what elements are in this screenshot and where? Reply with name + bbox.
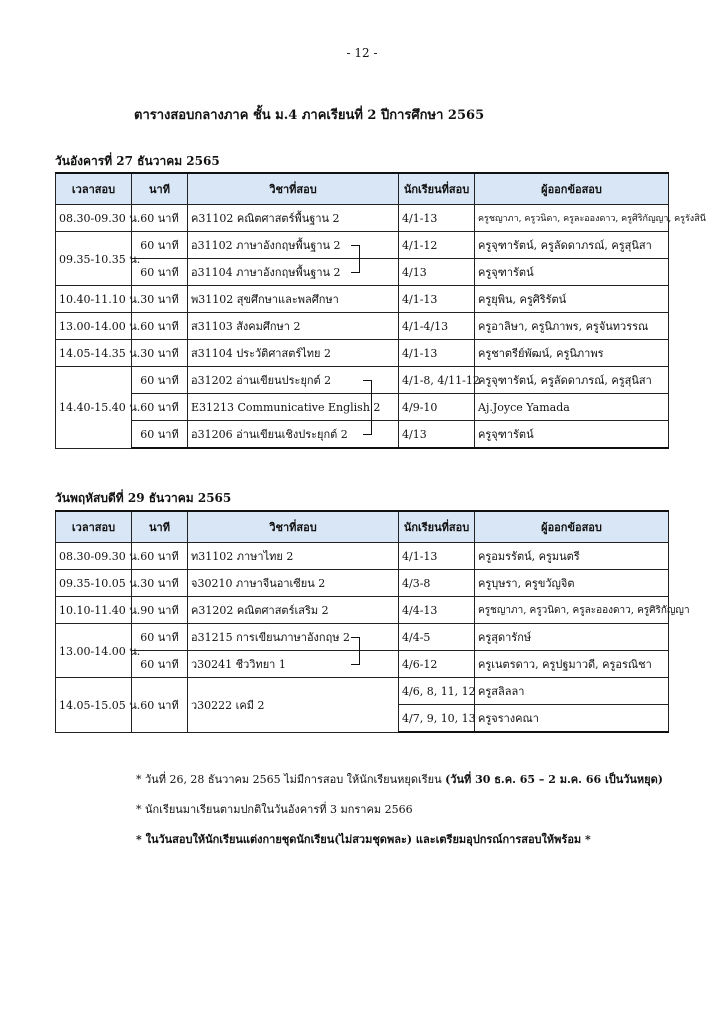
table-header-row bbox=[56, 511, 669, 543]
note-text: * วันที่ 26, 28 ธันวาคม 2565 ไม่มีการสอบ ให้นักเรียนหยุดเรียน bbox=[136, 773, 446, 786]
subject-cell bbox=[188, 624, 399, 651]
table-row bbox=[56, 394, 669, 421]
table-header-row bbox=[56, 173, 669, 205]
teachers-cell: ครูจุฑารัตน์, ครูลัดดาภรณ์, ครูสุนิสา bbox=[475, 367, 669, 394]
table-row bbox=[56, 570, 669, 597]
subject-text: อ31215 การเขียนภาษาอังกฤษ 2 bbox=[191, 631, 350, 644]
note-resume-class: * นักเรียนมาเรียนตามปกติในวันอังคารที่ 3 มกราคม 2566 bbox=[136, 803, 413, 816]
table-row bbox=[56, 597, 669, 624]
minutes-cell: 60 นาที bbox=[132, 421, 188, 449]
time-cell: 08.30-09.30 น. bbox=[56, 543, 132, 570]
minutes-cell: 60 นาที bbox=[132, 232, 188, 259]
bracket-mark bbox=[363, 394, 372, 420]
subject-cell bbox=[188, 232, 399, 259]
time-cell: 14.05-14.35 น. bbox=[56, 340, 132, 367]
note-uniform: * ในวันสอบให้นักเรียนแต่งกายชุดนักเรียน(ไม่สวมชุดพละ) และเตรียมอุปกรณ์การสอบให้พร้อม * bbox=[136, 833, 591, 846]
day1-heading: วันอังคารที่ 27 ธันวาคม 2565 bbox=[55, 154, 220, 168]
teachers-cell: ครูจุฑารัตน์ bbox=[475, 421, 669, 449]
students-cell: 4/1-13 bbox=[399, 286, 475, 313]
teachers-cell: ครูสลิลลา bbox=[475, 678, 669, 705]
table-row bbox=[56, 259, 669, 286]
subject-cell bbox=[188, 394, 399, 421]
table-row bbox=[56, 232, 669, 259]
students-cell: 4/1-13 bbox=[399, 205, 475, 232]
table-row bbox=[56, 313, 669, 340]
bracket-mark bbox=[351, 651, 360, 665]
subject-cell bbox=[188, 259, 399, 286]
subject-cell: ส31103 สังคมศึกษา 2 bbox=[188, 313, 399, 340]
subject-cell bbox=[188, 421, 399, 449]
header-teachers: ผู้ออกข้อสอบ bbox=[475, 173, 669, 205]
students-cell: 4/3-8 bbox=[399, 570, 475, 597]
students-cell: 4/6, 8, 11, 12 bbox=[399, 678, 475, 705]
minutes-cell: 90 นาที bbox=[132, 597, 188, 624]
time-cell: 13.00-14.00 น. bbox=[56, 624, 132, 678]
minutes-cell: 60 นาที bbox=[132, 205, 188, 232]
students-cell: 4/1-13 bbox=[399, 543, 475, 570]
note-holiday-text: (วันที่ 30 ธ.ค. 65 – 2 ม.ค. 66 เป็นวันหยุด) bbox=[445, 773, 663, 786]
table-row bbox=[56, 340, 669, 367]
teachers-cell: ครูยุพิน, ครูศิริรัตน์ bbox=[475, 286, 669, 313]
subject-cell bbox=[188, 651, 399, 678]
time-cell: 14.05-15.05 น. bbox=[56, 678, 132, 733]
time-cell: 10.40-11.10 น. bbox=[56, 286, 132, 313]
subject-text: E31213 Communicative English 2 bbox=[191, 400, 381, 414]
table-row bbox=[56, 421, 669, 449]
minutes-cell: 60 นาที bbox=[132, 543, 188, 570]
time-cell: 14.40-15.40 น. bbox=[56, 367, 132, 449]
teachers-cell: ครูสุดารักษ์ bbox=[475, 624, 669, 651]
subject-text: ว30241 ชีววิทยา 1 bbox=[191, 658, 286, 671]
table-row bbox=[56, 205, 669, 232]
table-row bbox=[56, 367, 669, 394]
note-no-exam-days bbox=[136, 770, 663, 788]
bracket-mark bbox=[351, 259, 360, 273]
teachers-cell: ครูอาลิษา, ครูนิภาพร, ครูจันทวรรณ bbox=[475, 313, 669, 340]
bracket-mark bbox=[363, 421, 372, 435]
table-row bbox=[56, 286, 669, 313]
subject-cell: ว30222 เคมี 2 bbox=[188, 678, 399, 733]
header-minutes: นาที bbox=[132, 511, 188, 543]
minutes-cell: 60 นาที bbox=[132, 367, 188, 394]
time-cell: 09.35-10.35 น. bbox=[56, 232, 132, 286]
time-cell: 09.35-10.05 น. bbox=[56, 570, 132, 597]
minutes-cell: 60 นาที bbox=[132, 394, 188, 421]
minutes-cell: 60 นาที bbox=[132, 651, 188, 678]
bracket-mark bbox=[363, 380, 372, 394]
subject-cell bbox=[188, 367, 399, 394]
header-subject: วิชาที่สอบ bbox=[188, 173, 399, 205]
minutes-cell: 60 นาที bbox=[132, 624, 188, 651]
header-students: นักเรียนที่สอบ bbox=[399, 511, 475, 543]
minutes-cell: 60 นาที bbox=[132, 259, 188, 286]
time-cell: 08.30-09.30 น. bbox=[56, 205, 132, 232]
table-row bbox=[56, 543, 669, 570]
table-row bbox=[56, 678, 669, 705]
time-cell: 10.10-11.40 น. bbox=[56, 597, 132, 624]
table-row bbox=[56, 624, 669, 651]
minutes-cell: 60 นาที bbox=[132, 313, 188, 340]
students-cell: 4/13 bbox=[399, 421, 475, 449]
subject-text: อ31202 อ่านเขียนประยุกต์ 2 bbox=[191, 374, 332, 387]
day2-schedule-table bbox=[55, 510, 690, 733]
students-cell: 4/1-4/13 bbox=[399, 313, 475, 340]
teachers-cell: ครูบุษรา, ครูขวัญจิต bbox=[475, 570, 669, 597]
subject-cell: จ30210 ภาษาจีนอาเซียน 2 bbox=[188, 570, 399, 597]
subject-cell: ค31202 คณิตศาสตร์เสริม 2 bbox=[188, 597, 399, 624]
header-minutes: นาที bbox=[132, 173, 188, 205]
time-cell: 13.00-14.00 น. bbox=[56, 313, 132, 340]
header-time: เวลาสอบ bbox=[56, 173, 132, 205]
minutes-cell: 60 นาที bbox=[132, 678, 188, 733]
teachers-cell: ครูจรางคณา bbox=[475, 705, 669, 733]
students-cell: 4/6-12 bbox=[399, 651, 475, 678]
header-time: เวลาสอบ bbox=[56, 511, 132, 543]
header-subject: วิชาที่สอบ bbox=[188, 511, 399, 543]
header-teachers: ผู้ออกข้อสอบ bbox=[475, 511, 669, 543]
teachers-cell: ครูจุฑารัตน์ bbox=[475, 259, 669, 286]
notes-section bbox=[136, 770, 663, 860]
subject-cell: ค31102 คณิตศาสตร์พื้นฐาน 2 bbox=[188, 205, 399, 232]
students-cell: 4/7, 9, 10, 13 bbox=[399, 705, 475, 733]
students-cell: 4/1-12 bbox=[399, 232, 475, 259]
teachers-cell: Aj.Joyce Yamada bbox=[475, 394, 669, 421]
bracket-mark bbox=[351, 637, 360, 651]
teachers-cell: ครูอมรรัตน์, ครูมนตรี bbox=[475, 543, 669, 570]
students-cell: 4/9-10 bbox=[399, 394, 475, 421]
table-row bbox=[56, 651, 669, 678]
students-cell: 4/4-5 bbox=[399, 624, 475, 651]
subject-text: อ31102 ภาษาอังกฤษพื้นฐาน 2 bbox=[191, 239, 341, 252]
document-title: ตารางสอบกลางภาค ชั้น ม.4 ภาคเรียนที่ 2 ปีการศึกษา 2565 bbox=[134, 108, 485, 123]
minutes-cell: 30 นาที bbox=[132, 340, 188, 367]
header-students: นักเรียนที่สอบ bbox=[399, 173, 475, 205]
teachers-cell: ครูชญาภา, ครูวนิดา, ครูละอองดาว, ครูศิริกัญญา bbox=[475, 597, 669, 624]
teachers-cell: ครูชาตรีย์พัฒน์, ครูนิภาพร bbox=[475, 340, 669, 367]
students-cell: 4/4-13 bbox=[399, 597, 475, 624]
subject-text: อ31206 อ่านเขียนเชิงประยุกต์ 2 bbox=[191, 428, 348, 441]
subject-cell: ท31102 ภาษาไทย 2 bbox=[188, 543, 399, 570]
teachers-cell: ครูเนตรดาว, ครูปฐมาวดี, ครูอรณิชา bbox=[475, 651, 669, 678]
teachers-cell: ครูชญาภา, ครูวนิดา, ครูละอองดาว, ครูศิริกัญญา, ครูรังสินี bbox=[475, 205, 669, 232]
subject-cell: พ31102 สุขศึกษาและพลศึกษา bbox=[188, 286, 399, 313]
day1-schedule-table bbox=[55, 172, 706, 449]
subject-cell: ส31104 ประวัติศาสตร์ไทย 2 bbox=[188, 340, 399, 367]
minutes-cell: 30 นาที bbox=[132, 286, 188, 313]
students-cell: 4/13 bbox=[399, 259, 475, 286]
page-number: - 12 - bbox=[346, 46, 378, 60]
subject-text: อ31104 ภาษาอังกฤษพื้นฐาน 2 bbox=[191, 266, 341, 279]
bracket-mark bbox=[351, 245, 360, 259]
day2-heading: วันพฤหัสบดีที่ 29 ธันวาคม 2565 bbox=[55, 491, 232, 505]
students-cell: 4/1-13 bbox=[399, 340, 475, 367]
minutes-cell: 30 นาที bbox=[132, 570, 188, 597]
teachers-cell: ครูจุฑารัตน์, ครูลัดดาภรณ์, ครูสุนิสา bbox=[475, 232, 669, 259]
students-cell: 4/1-8, 4/11-12 bbox=[399, 367, 475, 394]
